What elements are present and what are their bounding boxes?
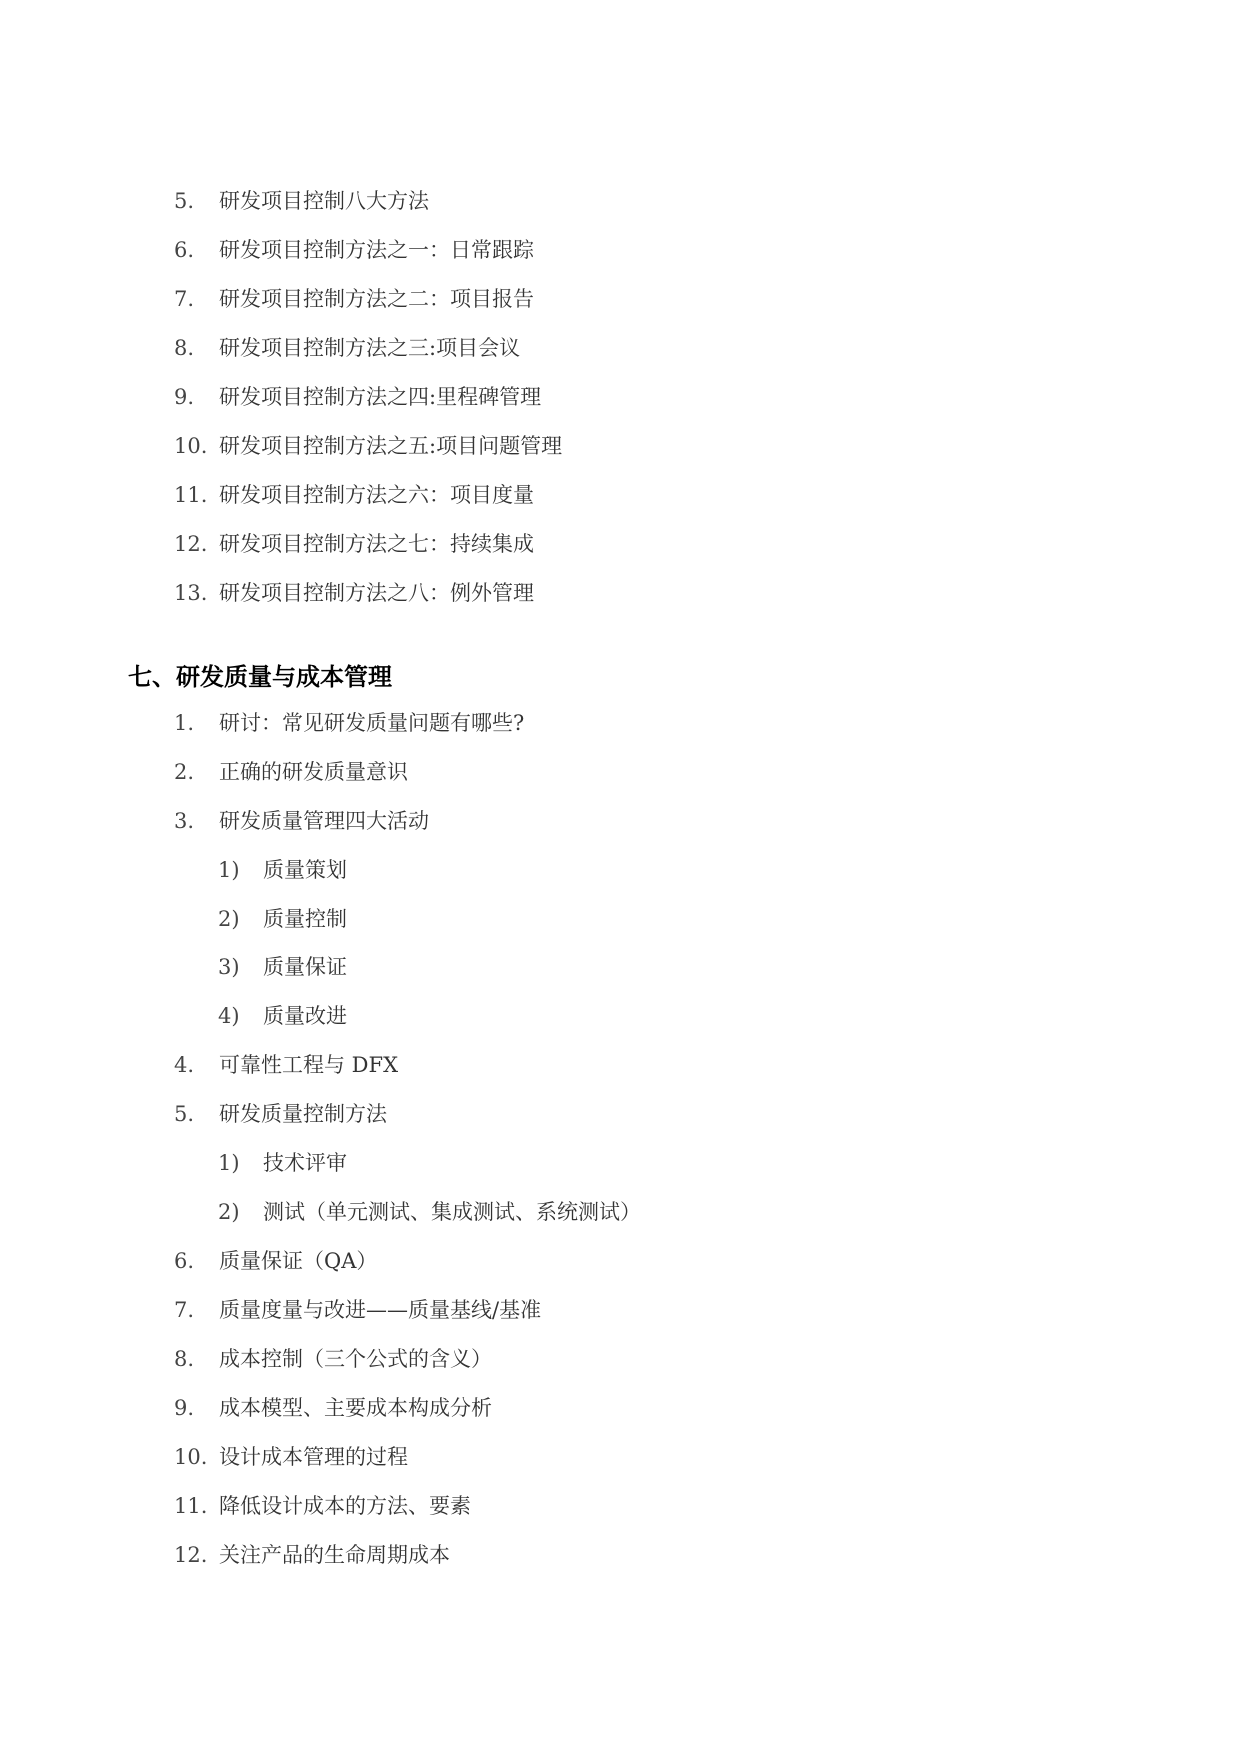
item-text: 降低设计成本的方法、要素 <box>219 1494 471 1518</box>
item-number: 11. <box>174 483 208 507</box>
item-number: 6. <box>174 238 195 262</box>
item-number: 2) <box>218 907 240 931</box>
item-number: 4) <box>218 1004 240 1028</box>
item-text: 质量度量与改进——质量基线/基准 <box>219 1298 542 1322</box>
section-heading: 七、研发质量与成本管理 <box>128 663 392 691</box>
item-text: 研发项目控制方法之四:里程碑管理 <box>219 385 542 409</box>
item-text: 质量保证 <box>263 955 347 979</box>
item-number: 1. <box>174 711 195 735</box>
item-text: 成本模型、主要成本构成分析 <box>219 1396 492 1420</box>
item-text: 关注产品的生命周期成本 <box>219 1543 450 1567</box>
item-text: 研发质量控制方法 <box>219 1102 387 1126</box>
item-text: 质量改进 <box>263 1004 347 1028</box>
item-number: 9. <box>174 385 195 409</box>
item-text: 质量策划 <box>263 858 347 882</box>
item-number: 1) <box>218 1151 240 1175</box>
item-number: 11. <box>174 1494 208 1518</box>
item-number: 2. <box>174 760 195 784</box>
item-text: 研讨：常见研发质量问题有哪些? <box>219 711 525 735</box>
item-text: 研发项目控制方法之三:项目会议 <box>219 336 521 360</box>
item-text: 研发项目控制八大方法 <box>219 189 429 213</box>
item-text: 研发项目控制方法之八：例外管理 <box>219 581 534 605</box>
item-text: 研发质量管理四大活动 <box>219 809 429 833</box>
item-number: 12. <box>174 1543 208 1567</box>
item-number: 10. <box>174 1445 208 1469</box>
item-number: 7. <box>174 287 195 311</box>
item-number: 3) <box>218 955 240 979</box>
item-text: 研发项目控制方法之一：日常跟踪 <box>219 238 534 262</box>
item-text: 研发项目控制方法之六：项目度量 <box>219 483 534 507</box>
item-number: 7. <box>174 1298 195 1322</box>
item-text: 成本控制（三个公式的含义） <box>219 1347 492 1371</box>
item-text: 技术评审 <box>263 1151 347 1175</box>
item-number: 8. <box>174 336 195 360</box>
item-text: 研发项目控制方法之五:项目问题管理 <box>219 434 563 458</box>
item-text: 测试（单元测试、集成测试、系统测试） <box>263 1200 641 1224</box>
item-text: 质量保证（QA） <box>219 1249 378 1273</box>
item-number: 4. <box>174 1053 195 1077</box>
item-number: 6. <box>174 1249 195 1273</box>
item-number: 13. <box>174 581 208 605</box>
item-number: 9. <box>174 1396 195 1420</box>
item-number: 10. <box>174 434 208 458</box>
item-text: 研发项目控制方法之二：项目报告 <box>219 287 534 311</box>
item-number: 8. <box>174 1347 195 1371</box>
item-number: 5. <box>174 189 195 213</box>
item-text: 研发项目控制方法之七：持续集成 <box>219 532 534 556</box>
item-text: 正确的研发质量意识 <box>219 760 408 784</box>
item-number: 1) <box>218 858 240 882</box>
item-number: 3. <box>174 809 195 833</box>
item-number: 12. <box>174 532 208 556</box>
item-number: 2) <box>218 1200 240 1224</box>
item-text: 设计成本管理的过程 <box>219 1445 408 1469</box>
item-number: 5. <box>174 1102 195 1126</box>
item-text: 质量控制 <box>263 907 347 931</box>
item-text: 可靠性工程与 DFX <box>219 1053 399 1077</box>
